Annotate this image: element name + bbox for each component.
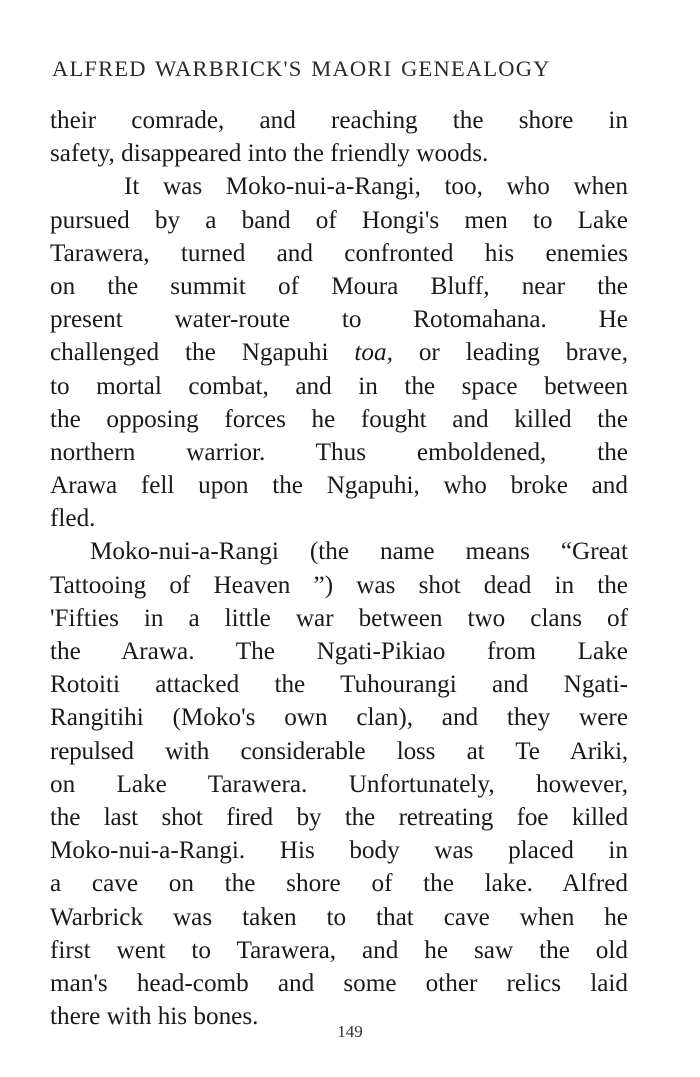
text-line-with-italic <box>50 336 628 369</box>
text-segment: challenged the Ngapuhi <box>50 339 329 367</box>
body-text <box>50 104 628 1033</box>
text-line: to mortal combat, and in the space between <box>50 372 628 400</box>
text-line: their comrade, and reaching the shore in <box>50 107 628 134</box>
running-head: ALFRED WARBRICK'S MAORI GENEALOGY <box>52 56 551 81</box>
italic-word: toa, <box>354 339 393 367</box>
text-line: on Lake Tarawera. Unfortunately, however, <box>50 770 628 798</box>
text-line: It was Moko-nui-a-Rangi, too, who when <box>124 173 628 201</box>
text-line: present water-route to Rotomahana. He <box>50 306 628 334</box>
page-number: 149 <box>337 1022 363 1041</box>
text-line: safety, disappeared into the friendly woods. <box>50 140 489 168</box>
text-line: on the summit of Moura Bluff, near the <box>50 272 628 300</box>
text-line: pursued by a band of Hongi's men to Lake <box>50 206 628 234</box>
text-line: repulsed with considerable loss at Te Ariki, <box>50 737 628 765</box>
text-line: Tarawera, turned and confronted his enemies <box>50 239 628 267</box>
text-line: Tattooing of Heaven ”) was shot dead in the <box>50 571 628 599</box>
text-segment: or leading brave, <box>418 339 629 367</box>
text-line: Moko-nui-a-Rangi. His body was placed in <box>50 837 628 865</box>
text-line: northern warrior. Thus emboldened, the <box>50 438 628 466</box>
text-line: first went to Tarawera, and he saw the old <box>50 936 628 964</box>
text-line: 'Fifties in a little war between two clans of <box>50 604 628 632</box>
text-line: there with his bones. <box>50 1003 259 1031</box>
text-line: Arawa fell upon the Ngapuhi, who broke and <box>50 472 628 500</box>
text-line: Rangitihi (Moko's own clan), and they were <box>50 704 628 732</box>
text-line: Warbrick was taken to that cave when he <box>50 903 628 931</box>
text-line: Moko-nui-a-Rangi (the name means “Great <box>90 538 628 566</box>
text-line: man's head-comb and some other relics laid <box>50 969 628 997</box>
text-line: the Arawa. The Ngati-Pikiao from Lake <box>50 638 628 665</box>
text-line: Rotoiti attacked the Tuhourangi and Ngati- <box>50 671 628 699</box>
text-line: fled. <box>50 505 96 533</box>
text-line: a cave on the shore of the lake. Alfred <box>50 870 628 898</box>
text-line: the last shot fired by the retreating foe killed <box>50 803 628 831</box>
text-line: the opposing forces he fought and killed the <box>50 405 628 433</box>
